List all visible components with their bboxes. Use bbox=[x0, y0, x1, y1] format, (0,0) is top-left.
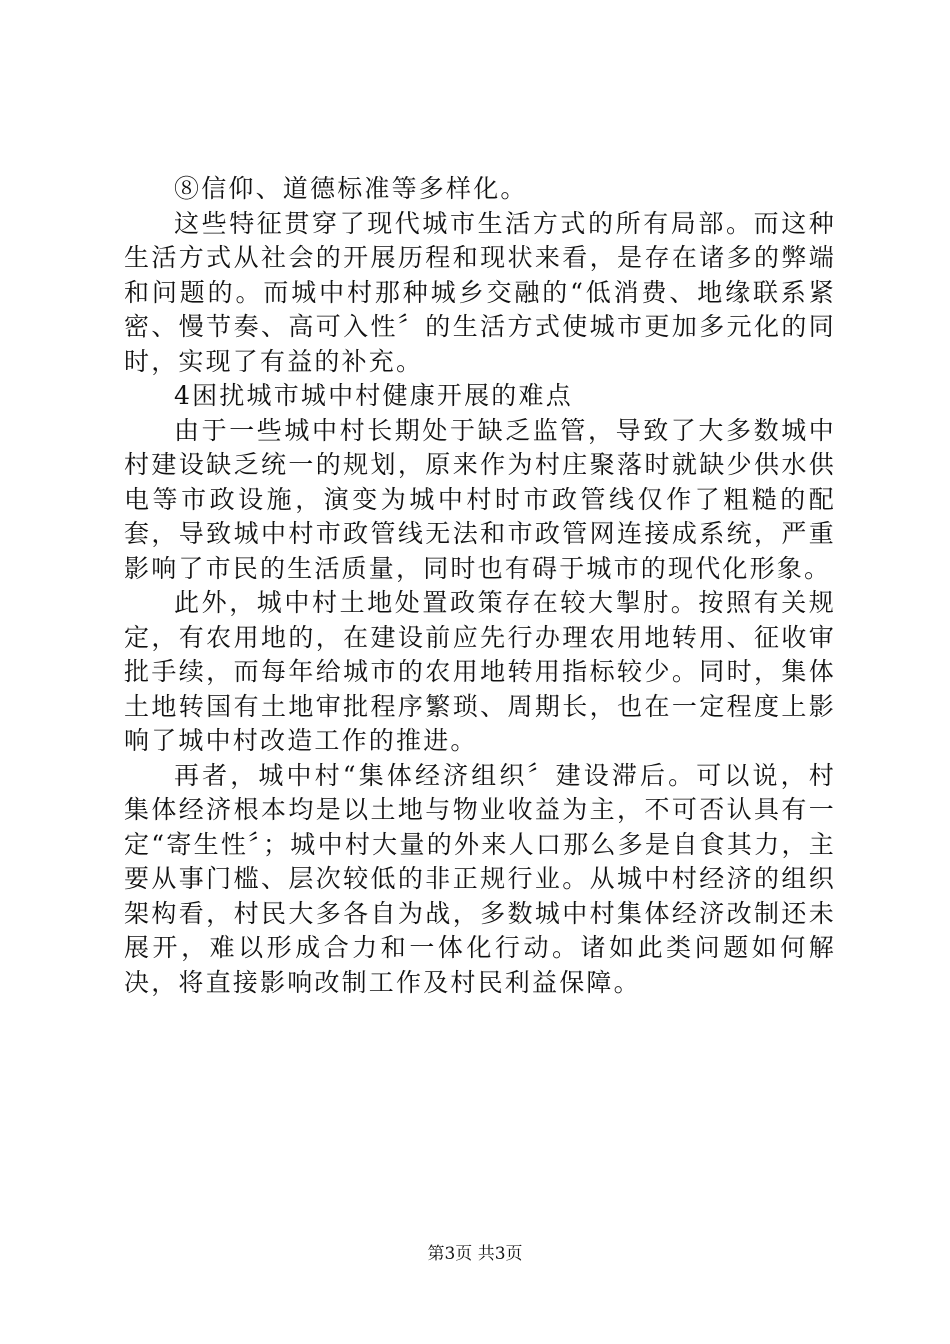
paragraph-supervision: 由于一些城中村长期处于缺乏监管，导致了大多数城中村建设缺乏统一的规划，原来作为村庄聚落时就缺少供水供电等市政设施，演变为城中村时市政管线仅作了粗糙的配套，导致城中村市政管线无法和市政管网连接成系统，严重影响了市民的生活质量，同时也有碍于城市的现代化形象。 bbox=[124, 415, 836, 583]
paragraph-land-policy: 此外，城中村土地处置政策存在较大掣肘。按照有关规定，有农用地的，在建设前应先行办理农用地转用、征收审批手续，而每年给城市的农用地转用指标较少。同时，集体土地转国有土地审批程序繁琐、周期长，也在一定程度上影响了城中村改造工作的推进。 bbox=[124, 588, 836, 755]
document-body bbox=[124, 172, 836, 1000]
paragraph-beliefs: ⑧信仰、道德标准等多样化。 bbox=[174, 174, 528, 203]
paragraph-collective-economy: 再者，城中村“集体经济组织〞建设滞后。可以说，村集体经济根本均是以土地与物业收益为主，不可否认具有一定“寄生性〞；城中村大量的外来人口那么多是自食其力，主要从事门槛、层次较低的非正规行业。从城中村经济的组织架构看，村民大多各自为战，多数城中村集体经济改制还未展开，难以形成合力和一体化行动。诸如此类问题如何解决，将直接影响改制工作及村民利益保障。 bbox=[124, 760, 836, 997]
section-heading-difficulties: 4困扰城市城中村健康开展的难点 bbox=[174, 381, 573, 410]
paragraph-urban-lifestyle: 这些特征贯穿了现代城市生活方式的所有局部。而这种生活方式从社会的开展历程和现状来看，是存在诸多的弊端和问题的。而城中村那种城乡交融的“低消费、地缘联系紧密、慢节奏、高可入性〞的生活方式使城市更加多元化的同时，实现了有益的补充。 bbox=[124, 208, 836, 376]
page-footer: 第3页 共3页 bbox=[427, 1244, 523, 1264]
